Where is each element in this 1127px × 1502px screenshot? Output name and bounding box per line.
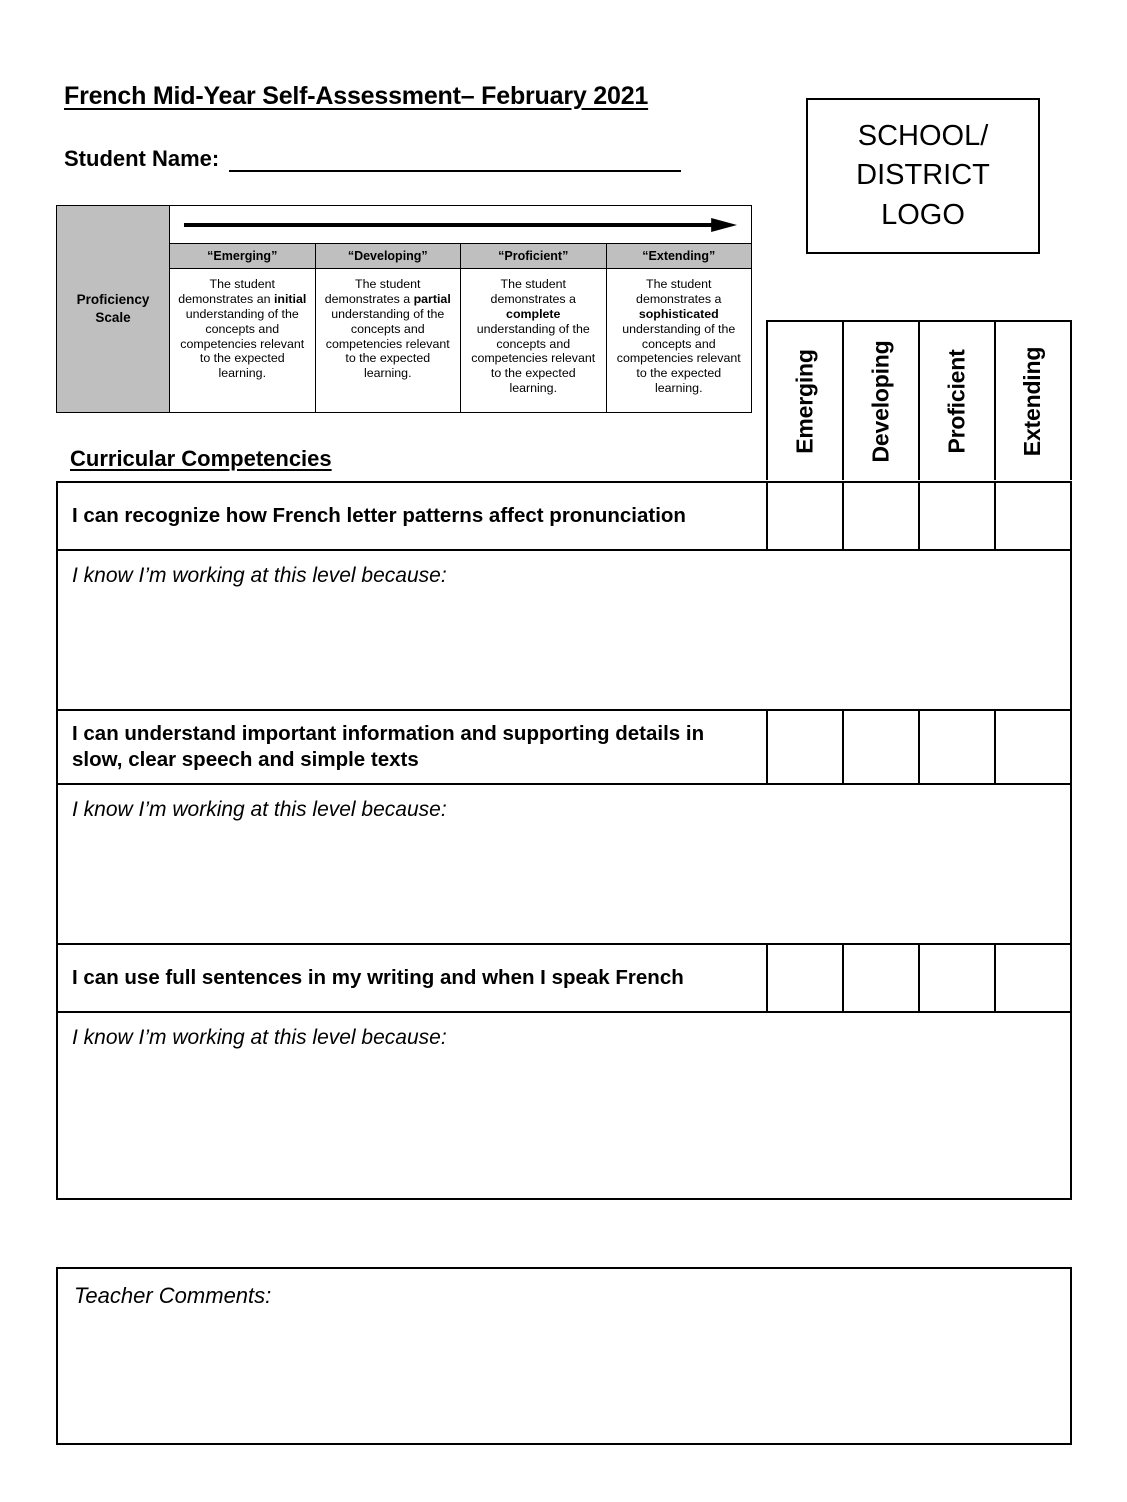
proficiency-scale-table bbox=[56, 205, 752, 413]
proficiency-level-header-emerging: “Emerging” bbox=[170, 244, 316, 268]
proficiency-description-extending bbox=[607, 269, 752, 412]
proficiency-scale-label-line-1: Proficiency bbox=[76, 292, 150, 308]
rating-column-header-emerging-label: Emerging bbox=[791, 348, 818, 454]
reflection-area-2[interactable] bbox=[58, 785, 1070, 945]
rating-column-header-extending-label: Extending bbox=[1019, 346, 1046, 456]
checkbox-cell-2-developing[interactable] bbox=[844, 711, 920, 783]
checkbox-cell-1-developing[interactable] bbox=[844, 483, 920, 549]
reflection-prompt-3: I know I’m working at this level because: bbox=[72, 1025, 447, 1049]
desc-suffix: understanding of the concepts and competencies relevant to the expected learning. bbox=[325, 306, 450, 381]
desc-emphasis: complete bbox=[506, 306, 561, 321]
student-name-label: Student Name: bbox=[64, 146, 220, 171]
checkbox-cell-1-emerging[interactable] bbox=[768, 483, 844, 549]
student-name-row bbox=[64, 146, 681, 172]
right-arrow-icon bbox=[182, 218, 739, 232]
checkbox-cell-1-extending[interactable] bbox=[996, 483, 1070, 549]
checkbox-cell-2-emerging[interactable] bbox=[768, 711, 844, 783]
reflection-prompt-2: I know I’m working at this level because: bbox=[72, 797, 447, 821]
rating-column-header-emerging bbox=[768, 322, 844, 480]
student-name-input[interactable] bbox=[229, 146, 681, 172]
desc-emphasis: partial bbox=[413, 291, 451, 306]
logo-line-3: LOGO bbox=[881, 198, 965, 231]
logo-line-1: SCHOOL/ bbox=[857, 119, 989, 152]
competency-statement-2: I can understand important information and supporting details in slow, clear speech and simple texts bbox=[58, 711, 768, 783]
rating-column-header-proficient bbox=[920, 322, 996, 480]
curricular-competencies-table bbox=[56, 481, 1072, 1200]
page-title: French Mid-Year Self-Assessment– February 2021 bbox=[64, 82, 649, 110]
competency-statement-3: I can use full sentences in my writing and when I speak French bbox=[58, 945, 768, 1011]
proficiency-description-row bbox=[170, 269, 751, 412]
proficiency-level-header-row bbox=[170, 244, 751, 269]
teacher-comments-box[interactable] bbox=[56, 1267, 1072, 1445]
desc-prefix: The student demonstrates a bbox=[490, 277, 576, 306]
checkbox-cell-3-developing[interactable] bbox=[844, 945, 920, 1011]
proficiency-description-emerging bbox=[170, 269, 316, 412]
checkbox-cell-3-extending[interactable] bbox=[996, 945, 1070, 1011]
reflection-area-1[interactable] bbox=[58, 551, 1070, 711]
progression-arrow-row bbox=[170, 206, 751, 244]
rating-column-header-developing-label: Developing bbox=[867, 340, 894, 462]
desc-suffix: understanding of the concepts and competencies relevant to the expected learning. bbox=[180, 306, 305, 381]
proficiency-description-developing bbox=[316, 269, 462, 412]
table-row bbox=[58, 711, 1070, 785]
desc-suffix: understanding of the concepts and competencies relevant to the expected learning. bbox=[471, 321, 596, 396]
desc-prefix: The student demonstrates a bbox=[324, 277, 421, 306]
proficiency-scale-label-line-2: Scale bbox=[95, 310, 131, 325]
desc-prefix: The student demonstrates a bbox=[636, 277, 722, 306]
competency-statement-1: I can recognize how French letter patterns affect pronunciation bbox=[58, 483, 768, 549]
reflection-area-3[interactable] bbox=[58, 1013, 1070, 1198]
checkbox-cell-1-proficient[interactable] bbox=[920, 483, 996, 549]
proficiency-scale-label bbox=[57, 206, 170, 412]
checkbox-cell-2-proficient[interactable] bbox=[920, 711, 996, 783]
rating-column-headers bbox=[766, 320, 1072, 480]
proficiency-level-header-extending: “Extending” bbox=[642, 249, 716, 263]
desc-prefix: The student demonstrates an bbox=[178, 277, 275, 306]
checkbox-cell-2-extending[interactable] bbox=[996, 711, 1070, 783]
school-district-logo-placeholder bbox=[806, 98, 1040, 254]
table-row bbox=[58, 945, 1070, 1013]
logo-line-2: DISTRICT bbox=[856, 159, 990, 192]
rating-column-header-extending bbox=[996, 322, 1070, 480]
table-row bbox=[58, 483, 1070, 551]
curricular-competencies-heading: Curricular Competencies bbox=[70, 446, 332, 471]
desc-emphasis: sophisticated bbox=[638, 306, 719, 321]
proficiency-level-header-proficient: “Proficient” bbox=[461, 244, 607, 268]
desc-emphasis: initial bbox=[273, 291, 307, 306]
reflection-prompt-1: I know I’m working at this level because: bbox=[72, 564, 447, 587]
checkbox-cell-3-emerging[interactable] bbox=[768, 945, 844, 1011]
checkbox-cell-3-proficient[interactable] bbox=[920, 945, 996, 1011]
proficiency-description-proficient bbox=[461, 269, 607, 412]
teacher-comments-label: Teacher Comments: bbox=[74, 1283, 272, 1308]
rating-column-header-proficient-label: Proficient bbox=[943, 348, 970, 454]
proficiency-level-header-developing: “Developing” bbox=[316, 244, 462, 268]
rating-column-header-developing bbox=[844, 322, 920, 480]
desc-suffix: understanding of the concepts and competencies relevant to the expected learning. bbox=[616, 321, 741, 396]
